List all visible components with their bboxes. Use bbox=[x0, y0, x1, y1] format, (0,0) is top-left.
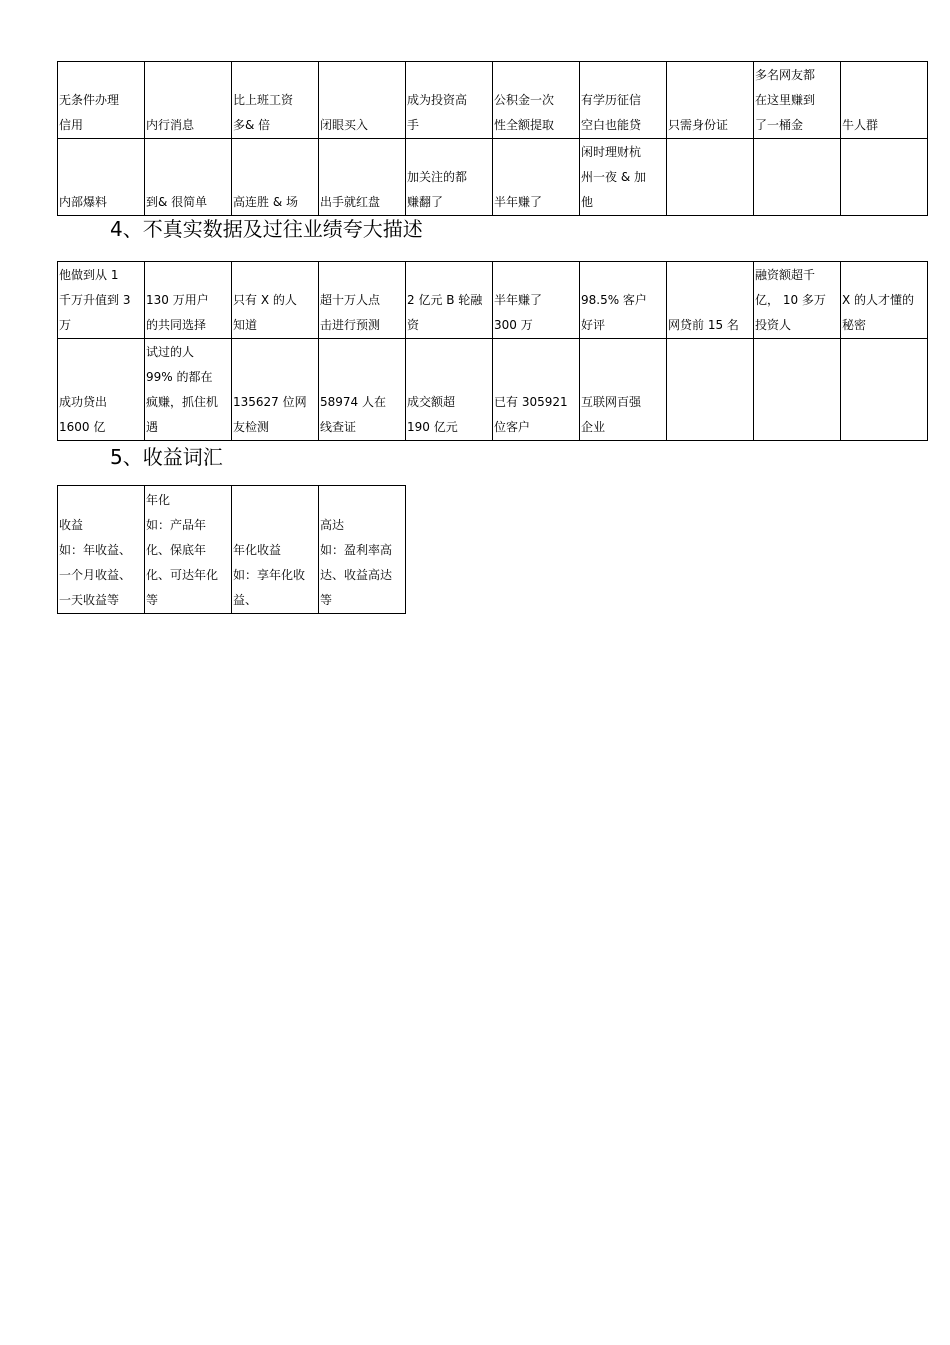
table-cell bbox=[145, 262, 232, 339]
table-cell bbox=[145, 62, 232, 139]
table-body bbox=[58, 486, 406, 614]
table-cell bbox=[754, 62, 841, 139]
cell-text: 网贷前 15 名 bbox=[668, 318, 739, 332]
cell-text: 闲时理财杭 bbox=[581, 145, 642, 159]
cell-text: 线查证 bbox=[320, 420, 357, 434]
cell-text: 只有 X 的人 bbox=[233, 293, 297, 307]
cell-text: 无条件办理 bbox=[59, 93, 120, 107]
cell-text: 如：盈利率高 bbox=[320, 543, 393, 557]
cell-text: 58974 人在 bbox=[320, 395, 386, 409]
section-4-heading: 4、不真实数据及过往业绩夸大描述 bbox=[110, 217, 423, 241]
table-cell bbox=[406, 139, 493, 216]
cell-text: 达、收益高达 bbox=[320, 568, 393, 582]
table-cell bbox=[58, 262, 145, 339]
table-cell bbox=[667, 62, 754, 139]
cell-text: 资 bbox=[407, 318, 420, 332]
cell-text: 在这里赚到 bbox=[755, 93, 816, 107]
cell-text: 他做到从 1 bbox=[59, 268, 119, 282]
table-exaggerated-data bbox=[57, 261, 928, 441]
table-cell bbox=[841, 139, 928, 216]
table-cell bbox=[145, 139, 232, 216]
section-5-heading: 5、收益词汇 bbox=[110, 445, 223, 469]
cell-text: 多名网友都 bbox=[755, 68, 816, 82]
cell-text: 试过的人 bbox=[146, 345, 195, 359]
table-cell bbox=[406, 262, 493, 339]
cell-text: 1600 亿 bbox=[59, 420, 106, 434]
table-cell bbox=[754, 262, 841, 339]
cell-text: 如：产品年 bbox=[146, 518, 207, 532]
cell-text: 半年赚了 bbox=[494, 293, 543, 307]
cell-text: 了一桶金 bbox=[755, 118, 804, 132]
cell-text: 赚翻了 bbox=[407, 195, 444, 209]
cell-text: 投资人 bbox=[755, 318, 792, 332]
cell-text: 加关注的都 bbox=[407, 170, 468, 184]
cell-text: 成功贷出 bbox=[59, 395, 108, 409]
cell-text: 互联网百强 bbox=[581, 395, 642, 409]
table-return-vocabulary bbox=[57, 485, 406, 614]
cell-text: 135627 位网 bbox=[233, 395, 307, 409]
cell-text: 比上班工资 bbox=[233, 93, 294, 107]
cell-text: 收益 bbox=[59, 518, 84, 532]
cell-text: 99% 的都在 bbox=[146, 370, 213, 384]
cell-text: 190 亿元 bbox=[407, 420, 458, 434]
cell-text: X 的人才懂的 bbox=[842, 293, 915, 307]
cell-text: 成交额超 bbox=[407, 395, 456, 409]
table-cell bbox=[406, 339, 493, 441]
cell-text: 闭眼买入 bbox=[320, 118, 369, 132]
table-cell bbox=[145, 339, 232, 441]
cell-text: 万 bbox=[59, 318, 72, 332]
cell-text: 半年赚了 bbox=[494, 195, 543, 209]
cell-text: 性全额提取 bbox=[494, 118, 555, 132]
table-body bbox=[58, 62, 928, 216]
cell-text: 出手就红盘 bbox=[320, 195, 381, 209]
table-cell bbox=[667, 262, 754, 339]
cell-text: 如：年收益、 bbox=[59, 543, 132, 557]
table-cell bbox=[580, 139, 667, 216]
cell-text: 友检测 bbox=[233, 420, 270, 434]
cell-text: 化、可达年化 bbox=[146, 568, 219, 582]
table-cell bbox=[580, 262, 667, 339]
cell-text: 等 bbox=[146, 593, 159, 607]
cell-text: 企业 bbox=[581, 420, 606, 434]
cell-text: 秘密 bbox=[842, 318, 867, 332]
cell-text: 击进行预测 bbox=[320, 318, 381, 332]
table-row bbox=[58, 486, 406, 614]
table-cell bbox=[58, 339, 145, 441]
table-inducement-phrases bbox=[57, 61, 928, 216]
cell-text: 他 bbox=[581, 195, 594, 209]
table-cell bbox=[841, 262, 928, 339]
cell-text: 疯赚，抓住机 bbox=[146, 395, 219, 409]
cell-text: 多& 倍 bbox=[233, 118, 271, 132]
cell-text: 超十万人点 bbox=[320, 293, 381, 307]
cell-text: 内部爆料 bbox=[59, 195, 108, 209]
table-cell bbox=[841, 62, 928, 139]
cell-text: 300 万 bbox=[494, 318, 533, 332]
table-cell bbox=[232, 339, 319, 441]
cell-text: 的共同选择 bbox=[146, 318, 207, 332]
table-cell bbox=[667, 139, 754, 216]
table-cell bbox=[754, 339, 841, 441]
table-cell bbox=[319, 262, 406, 339]
cell-text: 年化收益 bbox=[233, 543, 282, 557]
table-cell bbox=[232, 262, 319, 339]
cell-text: 已有 305921 bbox=[494, 395, 568, 409]
table-cell bbox=[493, 262, 580, 339]
table-cell bbox=[319, 486, 406, 614]
cell-text: 一个月收益、 bbox=[59, 568, 132, 582]
cell-text: 化、保底年 bbox=[146, 543, 207, 557]
table-cell bbox=[667, 339, 754, 441]
cell-text: 遇 bbox=[146, 420, 159, 434]
cell-text: 有学历征信 bbox=[581, 93, 642, 107]
cell-text: 空白也能贷 bbox=[581, 118, 642, 132]
table-cell bbox=[841, 339, 928, 441]
table-cell bbox=[58, 486, 145, 614]
cell-text: 州一夜 & 加 bbox=[581, 170, 646, 184]
cell-text: 到& 很简单 bbox=[146, 195, 208, 209]
table-cell bbox=[232, 486, 319, 614]
cell-text: 130 万用户 bbox=[146, 293, 209, 307]
table-cell bbox=[319, 139, 406, 216]
table-cell bbox=[580, 62, 667, 139]
table-cell bbox=[493, 62, 580, 139]
table-cell bbox=[232, 62, 319, 139]
table-cell bbox=[493, 339, 580, 441]
cell-text: 98.5% 客户 bbox=[581, 293, 647, 307]
cell-text: 融资额超千 bbox=[755, 268, 816, 282]
table-cell bbox=[145, 486, 232, 614]
cell-text: 手 bbox=[407, 118, 420, 132]
table-cell bbox=[232, 139, 319, 216]
table-row bbox=[58, 62, 928, 139]
cell-text: 信用 bbox=[59, 118, 84, 132]
table-row bbox=[58, 339, 928, 441]
table-row bbox=[58, 139, 928, 216]
cell-text: 亿， 10 多万 bbox=[755, 293, 826, 307]
cell-text: 2 亿元 B 轮融 bbox=[407, 293, 483, 307]
table-cell bbox=[58, 62, 145, 139]
cell-text: 好评 bbox=[581, 318, 606, 332]
cell-text: 牛人群 bbox=[842, 118, 879, 132]
table-cell bbox=[406, 62, 493, 139]
cell-text: 高达 bbox=[320, 518, 345, 532]
table-row bbox=[58, 262, 928, 339]
cell-text: 位客户 bbox=[494, 420, 531, 434]
table-cell bbox=[319, 62, 406, 139]
cell-text: 一天收益等 bbox=[59, 593, 120, 607]
cell-text: 年化 bbox=[146, 493, 171, 507]
table-cell bbox=[58, 139, 145, 216]
cell-text: 知道 bbox=[233, 318, 258, 332]
cell-text: 千万升值到 3 bbox=[59, 293, 131, 307]
table-cell bbox=[319, 339, 406, 441]
cell-text: 益、 bbox=[233, 593, 258, 607]
table-cell bbox=[754, 139, 841, 216]
cell-text: 内行消息 bbox=[146, 118, 195, 132]
table-cell bbox=[580, 339, 667, 441]
table-body bbox=[58, 262, 928, 441]
cell-text: 只需身份证 bbox=[668, 118, 729, 132]
cell-text: 公积金一次 bbox=[494, 93, 555, 107]
cell-text: 如：享年化收 bbox=[233, 568, 306, 582]
cell-text: 等 bbox=[320, 593, 333, 607]
cell-text: 高连胜 & 场 bbox=[233, 195, 298, 209]
table-cell bbox=[493, 139, 580, 216]
cell-text: 成为投资高 bbox=[407, 93, 468, 107]
